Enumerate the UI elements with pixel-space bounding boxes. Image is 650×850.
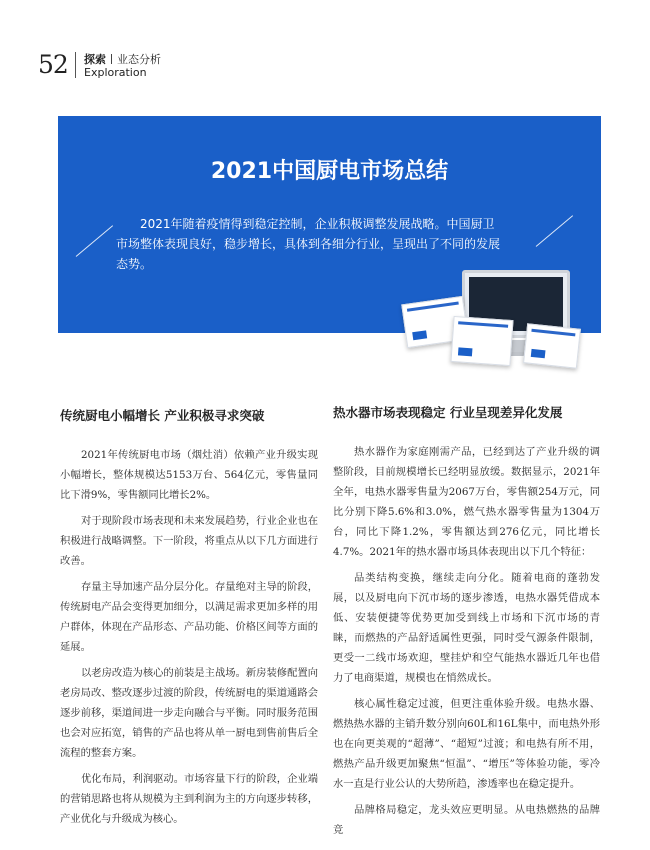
- hero-title: 2021中国厨电市场总结: [210, 159, 449, 184]
- section-label: [84, 51, 161, 67]
- left-column-heading: 传统厨电小幅增长 产业积极寻求突破: [60, 408, 265, 423]
- section-name: 探索: [84, 53, 106, 66]
- dashboard-card-illustration: [450, 316, 513, 366]
- right-column-heading: 热水器市场表现稳定 行业呈现差异化发展: [333, 405, 563, 420]
- subsection-name: 业态分析: [117, 53, 161, 66]
- paragraph: 2021年传统厨电市场（烟灶消）依赖产业升级实现小幅增长，整体规模达5153万台、564亿元，零售量同比下滑9%，零售额同比增长2%。: [60, 449, 318, 501]
- paragraph: 品牌格局稳定，龙头效应更明显。从电热燃热的品牌竞: [333, 804, 600, 836]
- hero-deco-line-left: [76, 225, 113, 257]
- paragraph: 存量主导加速产品分层分化。存量绝对主导的阶段，传统厨电产品会变得更加细分，以满足需求更加多样的用户群体，体现在产品形态、产品功能、价格区间等方面的延展。: [60, 581, 318, 653]
- header-divider: [75, 52, 76, 78]
- paragraph: 热水器作为家庭刚需产品，已经到达了产业升级的调整阶段，目前规模增长已经明显放缓。数据显示，2021年全年，电热水器零售量为2067万台，零售额254万元，同比分别下降5.6%和3.0%，燃气热水器零售量为1304万台，同比下降1.2%，零售额达到276亿元，同比增长4.7%。2021年的热水器市场具体表现出以下几个特征：: [333, 446, 600, 558]
- right-column-body: [333, 442, 600, 846]
- page-number: 52: [38, 50, 68, 79]
- paragraph: 对于现阶段市场表现和未来发展趋势，行业企业也在积极进行战略调整。下一阶段，将重点从以下几方面进行改善。: [60, 515, 318, 567]
- paragraph: 优化布局，利润驱动。市场容量下行的阶段，企业端的营销思路也将从规模为主到利润为主的方向逐步转移，产业优化与升级成为核心。: [60, 773, 318, 825]
- paragraph: 核心属性稳定过渡，但更注重体验升级。电热水器、燃热热水器的主销升数分别向60L和16L集中，而电热外形也在向更美观的“超薄”、“超短”过渡；和电热有所不用，燃热产品升级更加聚焦“恒温”、“增压”等体验功能，零冷水一直是行业公认的大势所趋，渗透率也在稳定提升。: [333, 698, 600, 790]
- paragraph: 以老房改造为核心的前装是主战场。新房装修配置向老房局改、整改逐步过渡的阶段，传统厨电的渠道通路会逐步前移，渠道间进一步走向融合与平衡。同时服务范围也会对应拓宽，销售的产品也将从单一厨电到售前售后全流程的整套方案。: [60, 667, 318, 759]
- hero-intro-text: 2021年随着疫情得到稳定控制，企业积极调整发展战略。中国厨卫市场整体表现良好，稳步增长，具体到各细分行业，呈现出了不同的发展态势。: [116, 217, 501, 271]
- section-separator: [111, 54, 112, 64]
- dashboard-card-illustration: [523, 323, 581, 368]
- left-column-body: [60, 445, 318, 835]
- section-english: Exploration: [84, 66, 147, 79]
- hero-deco-line-right: [536, 215, 573, 247]
- paragraph: 品类结构变换，继续走向分化。随着电商的蓬勃发展，以及厨电向下沉市场的逐步渗透，电热水器凭借成本低、安装便捷等优势更加受到线上市场和下沉市场的青睐，而燃热的产品舒适属性更强，同时受气源条件限制，更受一二线市场欢迎，壁挂炉和空气能热水器近几年也借力了电商渠道，规模也在悄然成长。: [333, 572, 600, 684]
